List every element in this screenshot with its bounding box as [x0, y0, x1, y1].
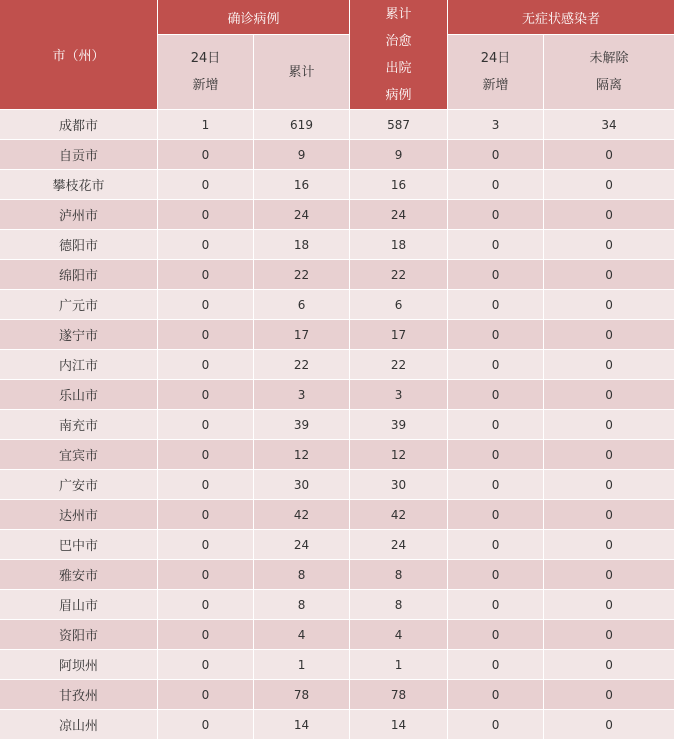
- new-asymptomatic-cell: 0: [448, 260, 544, 290]
- table-row: [0, 290, 674, 320]
- new-asymptomatic-cell: 0: [448, 590, 544, 620]
- city-name-cell: 雅安市: [0, 560, 158, 590]
- city-name-cell: 甘孜州: [0, 680, 158, 710]
- city-name-cell: 南充市: [0, 410, 158, 440]
- header-new-asymptomatic-line: 24日: [480, 51, 511, 66]
- city-name-cell: 宜宾市: [0, 440, 158, 470]
- city-name-cell: 成都市: [0, 110, 158, 140]
- new-asymptomatic-cell: 0: [448, 170, 544, 200]
- header-total-confirmed: 累计: [254, 35, 350, 110]
- under-quarantine-cell: 0: [544, 560, 674, 590]
- total-confirmed-cell: 39: [254, 410, 350, 440]
- recovered-cell: 8: [350, 560, 448, 590]
- table-row: [0, 200, 674, 230]
- new-confirmed-cell: 0: [158, 710, 254, 740]
- table-row: [0, 440, 674, 470]
- new-confirmed-cell: 0: [158, 620, 254, 650]
- city-name-cell: 德阳市: [0, 230, 158, 260]
- recovered-cell: 9: [350, 140, 448, 170]
- table-row: [0, 110, 674, 140]
- city-name-cell: 广元市: [0, 290, 158, 320]
- header-recovered-line: 病例: [385, 87, 412, 103]
- new-asymptomatic-cell: 0: [448, 620, 544, 650]
- header-new-asymptomatic-line: 新增: [482, 78, 509, 93]
- under-quarantine-cell: 34: [544, 110, 674, 140]
- total-confirmed-cell: 17: [254, 320, 350, 350]
- new-confirmed-cell: 0: [158, 380, 254, 410]
- table-row: [0, 260, 674, 290]
- under-quarantine-cell: 0: [544, 500, 674, 530]
- total-confirmed-cell: 6: [254, 290, 350, 320]
- new-asymptomatic-cell: 0: [448, 530, 544, 560]
- table-row: [0, 650, 674, 680]
- new-confirmed-cell: 0: [158, 560, 254, 590]
- total-confirmed-cell: 1: [254, 650, 350, 680]
- header-under-quarantine-line: 隔离: [596, 78, 623, 93]
- total-confirmed-cell: 12: [254, 440, 350, 470]
- new-asymptomatic-cell: 0: [448, 350, 544, 380]
- city-name-cell: 绵阳市: [0, 260, 158, 290]
- new-confirmed-cell: 0: [158, 140, 254, 170]
- table-row: [0, 500, 674, 530]
- new-confirmed-cell: 0: [158, 530, 254, 560]
- under-quarantine-cell: 0: [544, 200, 674, 230]
- total-confirmed-cell: 8: [254, 590, 350, 620]
- header-recovered-line: 累计: [385, 6, 412, 22]
- under-quarantine-cell: 0: [544, 290, 674, 320]
- total-confirmed-cell: 8: [254, 560, 350, 590]
- table-row: [0, 530, 674, 560]
- table-row: [0, 170, 674, 200]
- header-city: 市（州）: [0, 0, 158, 110]
- new-asymptomatic-cell: 0: [448, 440, 544, 470]
- total-confirmed-cell: 42: [254, 500, 350, 530]
- city-name-cell: 内江市: [0, 350, 158, 380]
- total-confirmed-cell: 78: [254, 680, 350, 710]
- under-quarantine-cell: 0: [544, 320, 674, 350]
- under-quarantine-cell: 0: [544, 680, 674, 710]
- new-asymptomatic-cell: 0: [448, 320, 544, 350]
- new-asymptomatic-cell: 0: [448, 500, 544, 530]
- city-name-cell: 乐山市: [0, 380, 158, 410]
- recovered-cell: 8: [350, 590, 448, 620]
- header-recovered: [350, 0, 448, 110]
- table-header: [0, 0, 674, 110]
- recovered-cell: 17: [350, 320, 448, 350]
- new-confirmed-cell: 0: [158, 290, 254, 320]
- table-row: [0, 380, 674, 410]
- total-confirmed-cell: 9: [254, 140, 350, 170]
- city-name-cell: 阿坝州: [0, 650, 158, 680]
- recovered-cell: 22: [350, 260, 448, 290]
- under-quarantine-cell: 0: [544, 170, 674, 200]
- table-row: [0, 410, 674, 440]
- table-row: [0, 620, 674, 650]
- recovered-cell: 3: [350, 380, 448, 410]
- total-confirmed-cell: 619: [254, 110, 350, 140]
- recovered-cell: 18: [350, 230, 448, 260]
- new-asymptomatic-cell: 3: [448, 110, 544, 140]
- new-confirmed-cell: 0: [158, 500, 254, 530]
- new-confirmed-cell: 0: [158, 470, 254, 500]
- table-row: [0, 230, 674, 260]
- new-confirmed-cell: 0: [158, 200, 254, 230]
- header-new-confirmed-line: 新增: [192, 78, 219, 93]
- table-row: [0, 560, 674, 590]
- under-quarantine-cell: 0: [544, 380, 674, 410]
- new-confirmed-cell: 0: [158, 170, 254, 200]
- new-asymptomatic-cell: 0: [448, 710, 544, 740]
- total-confirmed-cell: 3: [254, 380, 350, 410]
- under-quarantine-cell: 0: [544, 260, 674, 290]
- total-confirmed-cell: 30: [254, 470, 350, 500]
- table-row: [0, 470, 674, 500]
- header-new-confirmed: [158, 35, 254, 110]
- recovered-cell: 16: [350, 170, 448, 200]
- under-quarantine-cell: 0: [544, 230, 674, 260]
- city-name-cell: 凉山州: [0, 710, 158, 740]
- recovered-cell: 1: [350, 650, 448, 680]
- under-quarantine-cell: 0: [544, 140, 674, 170]
- new-asymptomatic-cell: 0: [448, 680, 544, 710]
- new-asymptomatic-cell: 0: [448, 140, 544, 170]
- new-confirmed-cell: 0: [158, 410, 254, 440]
- recovered-cell: 6: [350, 290, 448, 320]
- recovered-cell: 24: [350, 200, 448, 230]
- city-name-cell: 巴中市: [0, 530, 158, 560]
- recovered-cell: 12: [350, 440, 448, 470]
- new-asymptomatic-cell: 0: [448, 650, 544, 680]
- new-confirmed-cell: 0: [158, 260, 254, 290]
- under-quarantine-cell: 0: [544, 470, 674, 500]
- header-under-quarantine-line: 未解除: [589, 51, 629, 66]
- under-quarantine-cell: 0: [544, 710, 674, 740]
- new-asymptomatic-cell: 0: [448, 560, 544, 590]
- header-new-asymptomatic: [448, 35, 544, 110]
- total-confirmed-cell: 24: [254, 200, 350, 230]
- header-new-confirmed-line: 24日: [190, 51, 221, 66]
- under-quarantine-cell: 0: [544, 440, 674, 470]
- city-name-cell: 泸州市: [0, 200, 158, 230]
- new-confirmed-cell: 0: [158, 650, 254, 680]
- recovered-cell: 42: [350, 500, 448, 530]
- recovered-cell: 78: [350, 680, 448, 710]
- header-confirmed-group: 确诊病例: [158, 0, 350, 35]
- new-confirmed-cell: 0: [158, 320, 254, 350]
- new-confirmed-cell: 0: [158, 230, 254, 260]
- total-confirmed-cell: 16: [254, 170, 350, 200]
- recovered-cell: 22: [350, 350, 448, 380]
- header-under-quarantine: [544, 35, 674, 110]
- table-row: [0, 350, 674, 380]
- city-name-cell: 资阳市: [0, 620, 158, 650]
- city-name-cell: 达州市: [0, 500, 158, 530]
- new-confirmed-cell: 0: [158, 680, 254, 710]
- table-row: [0, 680, 674, 710]
- header-asymptomatic-group: 无症状感染者: [448, 0, 674, 35]
- table-body: [0, 110, 674, 740]
- recovered-cell: 30: [350, 470, 448, 500]
- total-confirmed-cell: 4: [254, 620, 350, 650]
- table-row: [0, 710, 674, 740]
- table-row: [0, 320, 674, 350]
- new-confirmed-cell: 0: [158, 590, 254, 620]
- header-recovered-line: 治愈: [385, 33, 412, 49]
- header-recovered-line: 出院: [385, 60, 412, 76]
- table-row: [0, 140, 674, 170]
- new-confirmed-cell: 0: [158, 350, 254, 380]
- recovered-cell: 14: [350, 710, 448, 740]
- under-quarantine-cell: 0: [544, 620, 674, 650]
- new-asymptomatic-cell: 0: [448, 470, 544, 500]
- recovered-cell: 39: [350, 410, 448, 440]
- recovered-cell: 24: [350, 530, 448, 560]
- city-name-cell: 遂宁市: [0, 320, 158, 350]
- total-confirmed-cell: 22: [254, 260, 350, 290]
- total-confirmed-cell: 18: [254, 230, 350, 260]
- table-row: [0, 590, 674, 620]
- city-name-cell: 攀枝花市: [0, 170, 158, 200]
- under-quarantine-cell: 0: [544, 530, 674, 560]
- city-name-cell: 自贡市: [0, 140, 158, 170]
- new-confirmed-cell: 0: [158, 440, 254, 470]
- new-confirmed-cell: 1: [158, 110, 254, 140]
- new-asymptomatic-cell: 0: [448, 230, 544, 260]
- under-quarantine-cell: 0: [544, 590, 674, 620]
- new-asymptomatic-cell: 0: [448, 200, 544, 230]
- new-asymptomatic-cell: 0: [448, 410, 544, 440]
- total-confirmed-cell: 24: [254, 530, 350, 560]
- under-quarantine-cell: 0: [544, 350, 674, 380]
- city-name-cell: 眉山市: [0, 590, 158, 620]
- recovered-cell: 587: [350, 110, 448, 140]
- new-asymptomatic-cell: 0: [448, 380, 544, 410]
- recovered-cell: 4: [350, 620, 448, 650]
- under-quarantine-cell: 0: [544, 650, 674, 680]
- under-quarantine-cell: 0: [544, 410, 674, 440]
- total-confirmed-cell: 14: [254, 710, 350, 740]
- total-confirmed-cell: 22: [254, 350, 350, 380]
- city-name-cell: 广安市: [0, 470, 158, 500]
- new-asymptomatic-cell: 0: [448, 290, 544, 320]
